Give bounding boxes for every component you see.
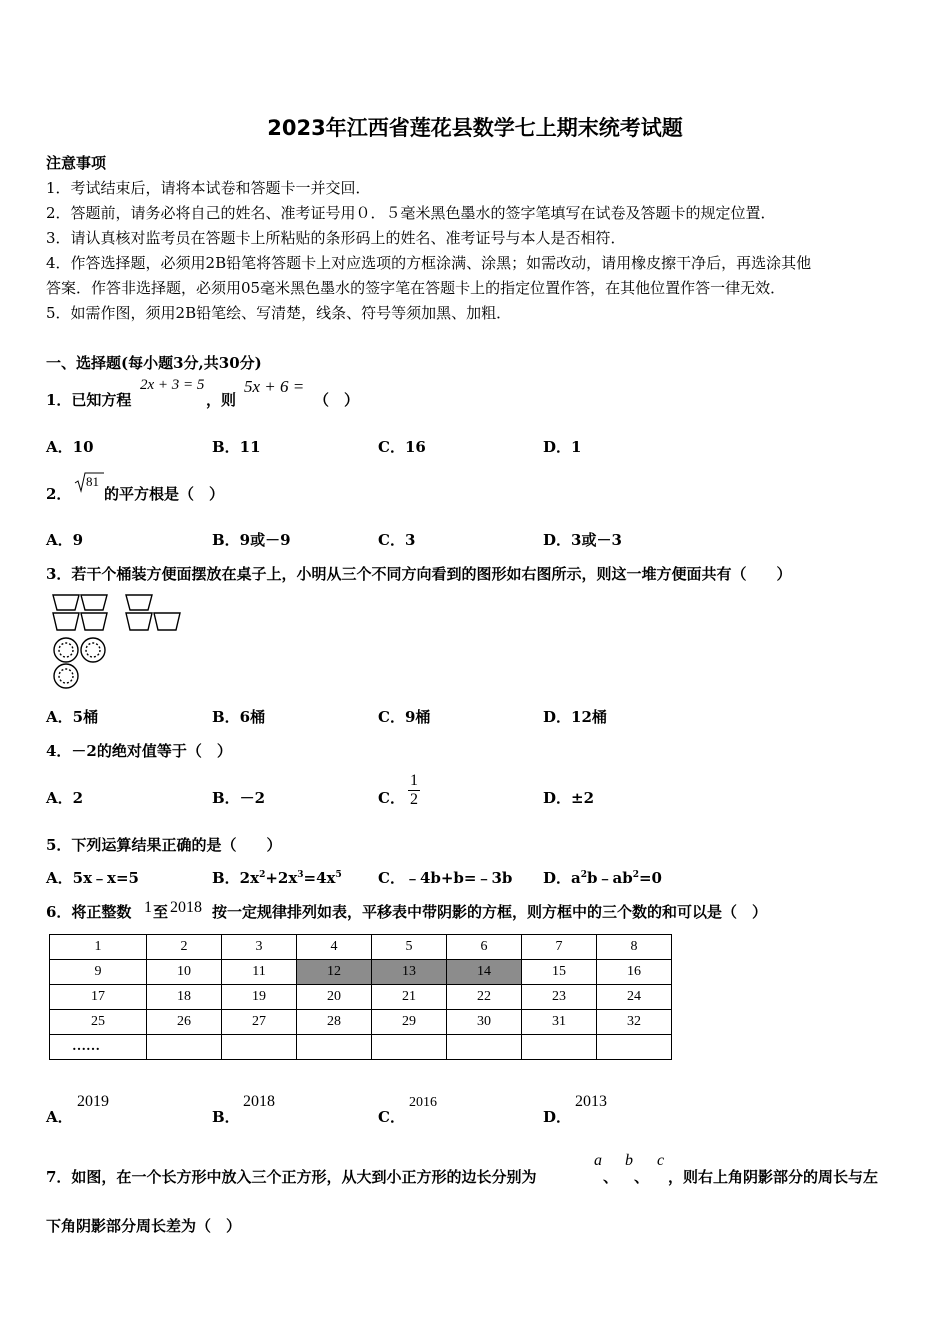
- fraction-numerator: 1: [410, 772, 418, 789]
- notice-1: 1．考试结束后，请将本试卷和答题卡一并交回．: [46, 179, 371, 197]
- q1-prefix: 1．已知方程: [46, 391, 132, 409]
- q6-option-d-value: 2013: [575, 1093, 607, 1110]
- q1-mid: ，则: [206, 391, 237, 409]
- q4-text: 4．－2的绝对值等于（ ）: [46, 742, 232, 760]
- q6-prefix: 6．将正整数: [46, 903, 132, 921]
- q6-option-c-value: 2016: [409, 1095, 437, 1110]
- table-row: [50, 985, 672, 1010]
- q1-equation-2: 5x + 6 =: [244, 377, 305, 396]
- table-ellipsis: ……: [50, 1035, 147, 1060]
- table-cell: 24: [597, 985, 672, 1010]
- q6-mid: 至: [153, 903, 169, 921]
- section-heading: 一、选择题(每小题3分,共30分): [46, 354, 262, 372]
- q5-text: 5．下列运算结果正确的是（ ）: [46, 836, 282, 854]
- q4-option-d: D．±2: [543, 789, 595, 807]
- q6-option-c-label: C．: [378, 1108, 405, 1126]
- q5-option-a: A．5x﹣x=5: [46, 869, 139, 887]
- table-cell: [147, 1035, 222, 1060]
- q3-three-views-figure: [48, 592, 188, 690]
- q1-option-a: A．10: [46, 438, 94, 456]
- q6-number-table: [49, 934, 672, 1060]
- q3-option-c: C．9桶: [378, 708, 431, 726]
- shaded-cell: 13: [372, 960, 447, 985]
- q7-sep-1: 、: [603, 1168, 619, 1186]
- q7-var-a: a: [594, 1152, 602, 1169]
- table-cell: 17: [50, 985, 147, 1010]
- q3-option-a: A．5桶: [46, 708, 99, 726]
- table-cell: [597, 1035, 672, 1060]
- table-cell: 11: [222, 960, 297, 985]
- q4-option-b: B．－2: [212, 789, 266, 807]
- table-cell: 7: [522, 935, 597, 960]
- table-cell: 15: [522, 960, 597, 985]
- table-cell: 19: [222, 985, 297, 1010]
- table-cell: 10: [147, 960, 222, 985]
- table-cell: 16: [597, 960, 672, 985]
- q6-option-b-label: B．: [212, 1108, 240, 1126]
- table-cell: [297, 1035, 372, 1060]
- q6-number-1: 1: [144, 899, 152, 916]
- q1-suffix: （ ）: [314, 391, 360, 409]
- fraction-denominator: 2: [410, 791, 418, 808]
- q4-option-c-fraction: [408, 772, 420, 809]
- q2-radicand: 81: [86, 474, 99, 489]
- q2-option-c: C．3: [378, 531, 416, 549]
- page-title: 2023年江西省莲花县数学七上期末统考试题: [267, 116, 683, 140]
- notice-5: 5．如需作图，须用2B铅笔绘、写清楚，线条、符号等须加黑、加粗．: [46, 304, 512, 322]
- q5-option-d: D．$a^2b﹣ab^2=0$: [543, 869, 662, 887]
- table-cell: 6: [447, 935, 522, 960]
- table-cell: 1: [50, 935, 147, 960]
- table-cell: 32: [597, 1010, 672, 1035]
- table-cell: 5: [372, 935, 447, 960]
- table-cell: 2: [147, 935, 222, 960]
- shaded-cell: 14: [447, 960, 522, 985]
- table-cell: 18: [147, 985, 222, 1010]
- q7-suffix: ，则右上角阴影部分的周长与左: [668, 1168, 879, 1186]
- table-cell: [522, 1035, 597, 1060]
- table-row: [50, 1010, 672, 1035]
- table-cell: 21: [372, 985, 447, 1010]
- q3-text: 3．若干个桶装方便面摆放在桌子上，小明从三个不同方向看到的图形如右图所示，则这一堆方便面共有（ ）: [46, 565, 792, 583]
- table-cell: 26: [147, 1010, 222, 1035]
- q1-option-d: D．1: [543, 438, 582, 456]
- q7-var-c: c: [657, 1152, 665, 1169]
- table-cell: [222, 1035, 297, 1060]
- q3-option-b: B．6桶: [212, 708, 266, 726]
- table-cell: 28: [297, 1010, 372, 1035]
- table-cell: 23: [522, 985, 597, 1010]
- q6-suffix: 按一定规律排列如表，平移表中带阴影的方框，则方框中的三个数的和可以是（ ）: [212, 903, 768, 921]
- table-cell: 31: [522, 1010, 597, 1035]
- notice-4: 4．作答选择题，必须用2B铅笔将答题卡上对应选项的方框涂满、涂黑；如需改动，请用橡皮擦干净后，再选涂其他: [46, 254, 812, 272]
- table-row: [50, 1035, 672, 1060]
- q2-prefix: 2．: [46, 485, 72, 503]
- q4-option-c: C．: [378, 789, 405, 807]
- table-cell: 9: [50, 960, 147, 985]
- table-cell: 27: [222, 1010, 297, 1035]
- q5-option-b: B．$2x^2+2x^3=4x^5$: [212, 869, 342, 887]
- q2-option-a: A．9: [46, 531, 84, 549]
- q1-equation-1: 2x + 3 = 5: [140, 377, 205, 393]
- q3-option-d: D．12桶: [543, 708, 607, 726]
- notice-3: 3．请认真核对监考员在答题卡上所粘贴的条形码上的姓名、准考证号与本人是否相符．: [46, 229, 626, 247]
- notice-2: 2．答题前，请务必将自己的姓名、准考证号用０．５毫米黑色墨水的签字笔填写在试卷及答题卡的规定位置．: [46, 204, 776, 222]
- q7-prefix: 7．如图，在一个长方形中放入三个正方形，从大到小正方形的边长分别为: [46, 1168, 537, 1186]
- q6-option-a-value: 2019: [77, 1093, 109, 1110]
- notice-4-cont: 答案．作答非选择题，必须用05毫米黑色墨水的签字笔在答题卡上的指定位置作答，在其他位置作答一律无效．: [46, 279, 786, 297]
- q6-option-b-value: 2018: [243, 1093, 275, 1110]
- q1-option-b: B．11: [212, 438, 261, 456]
- shaded-cell: 12: [297, 960, 372, 985]
- q2-option-b: B．9或－9: [212, 531, 291, 549]
- table-row: [50, 960, 672, 985]
- q6-option-a-label: A．: [46, 1108, 73, 1126]
- table-cell: 25: [50, 1010, 147, 1035]
- q7-sep-2: 、: [634, 1168, 650, 1186]
- table-cell: 20: [297, 985, 372, 1010]
- table-cell: [447, 1035, 522, 1060]
- q6-number-2018: 2018: [170, 899, 202, 916]
- table-row: [50, 935, 672, 960]
- q2-suffix: 的平方根是（ ）: [104, 485, 225, 503]
- q2-option-d: D．3或－3: [543, 531, 622, 549]
- table-cell: 29: [372, 1010, 447, 1035]
- q7-line-2: 下角阴影部分周长差为（ ）: [46, 1217, 242, 1235]
- notice-heading: 注意事项: [46, 154, 107, 172]
- table-cell: 30: [447, 1010, 522, 1035]
- q6-option-d-label: D．: [543, 1108, 572, 1126]
- table-cell: 4: [297, 935, 372, 960]
- q4-option-a: A．2: [46, 789, 84, 807]
- q7-var-b: b: [625, 1152, 633, 1169]
- table-cell: 3: [222, 935, 297, 960]
- q1-option-c: C．16: [378, 438, 426, 456]
- table-cell: [372, 1035, 447, 1060]
- q5-option-c: C．﹣4b+b=﹣3b: [378, 869, 513, 887]
- table-cell: 22: [447, 985, 522, 1010]
- table-cell: 8: [597, 935, 672, 960]
